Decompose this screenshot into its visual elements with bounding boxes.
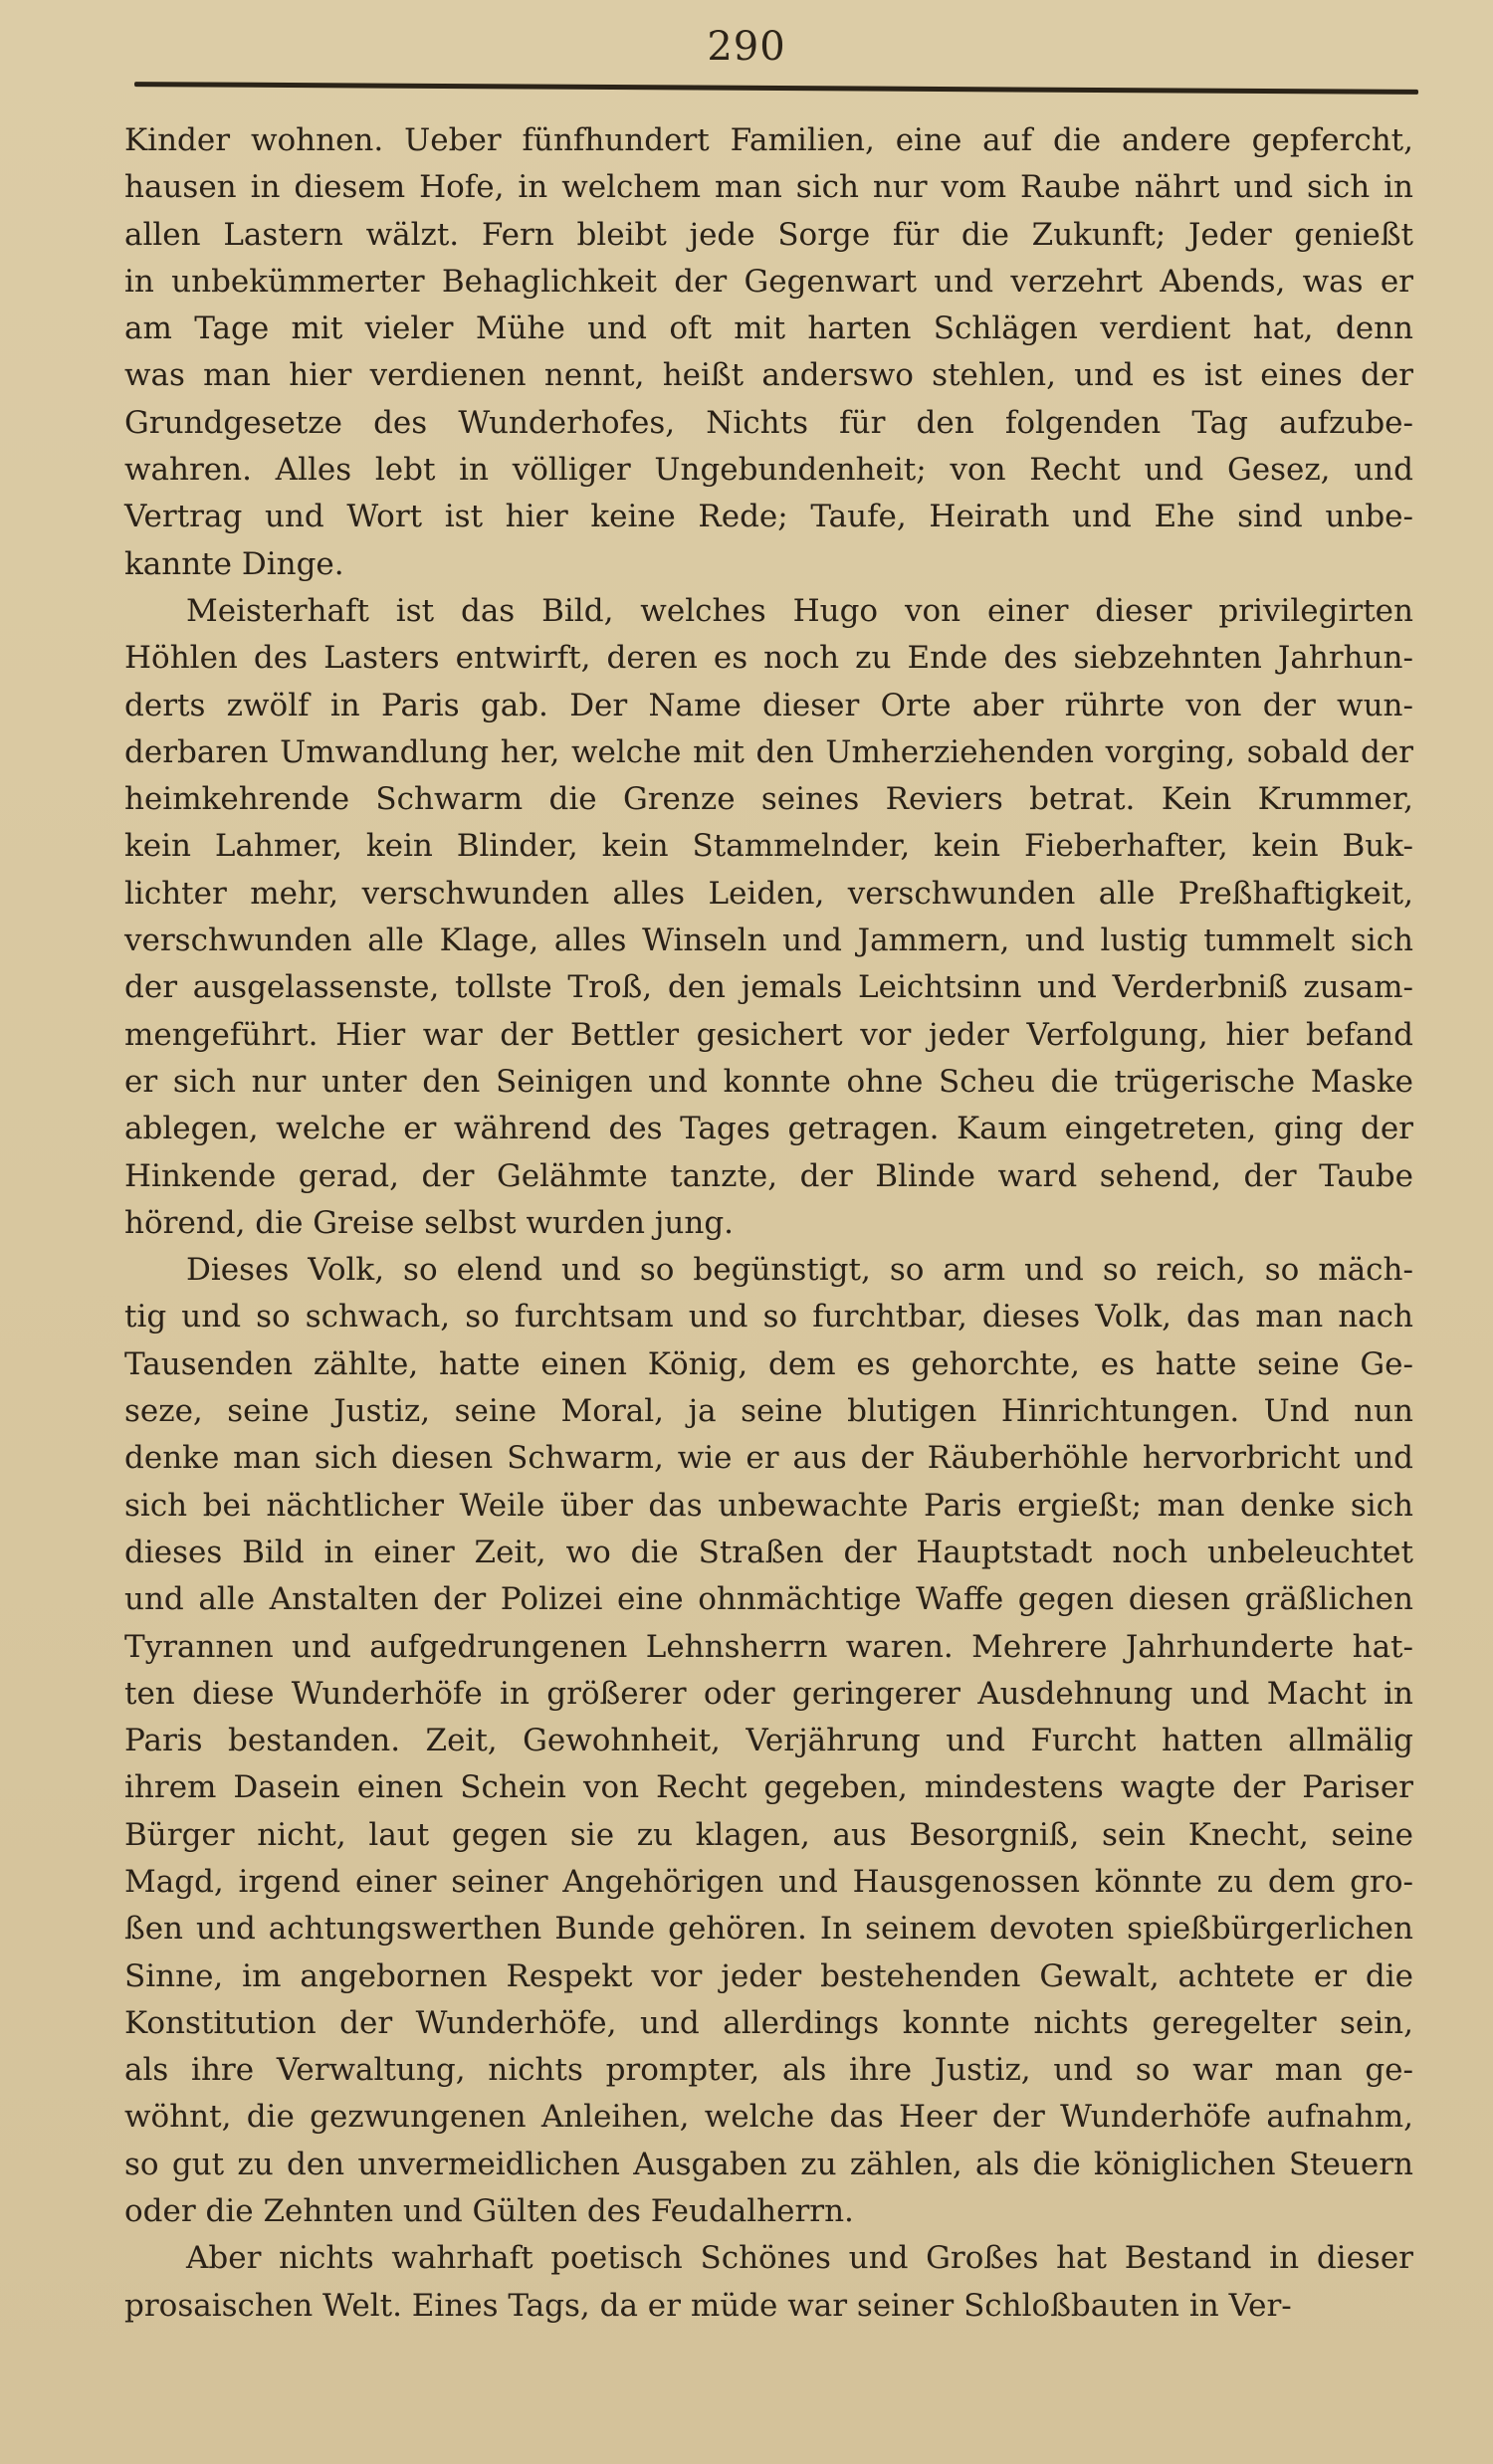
text-line: kein Lahmer, kein Blinder, kein Stammelnder, kein Fieberhafter, kein Buk- xyxy=(124,828,1413,865)
text-line: so gut zu den unvermeidlichen Ausgaben zu zählen, als die königlichen Steuern xyxy=(124,2146,1413,2182)
paragraph xyxy=(124,588,1413,1247)
text-line: Tyrannen und aufgedrungenen Lehnsherrn waren. Mehrere Jahrhunderte hat- xyxy=(124,1628,1413,1665)
text-line: wahren. Alles lebt in völliger Ungebundenheit; von Recht und Gesez, und xyxy=(124,452,1413,489)
text-line: ablegen, welche er während des Tages getragen. Kaum eingetreten, ging der xyxy=(124,1111,1413,1147)
text-line: der ausgelassenste, tollste Troß, den jemals Leichtsinn und Verderbniß zusam- xyxy=(124,969,1413,1006)
text-line: dieses Bild in einer Zeit, wo die Straßen der Hauptstadt noch unbeleuchtet xyxy=(124,1534,1413,1570)
text-line: mengeführt. Hier war der Bettler gesichert vor jeder Verfolgung, hier befand xyxy=(124,1016,1413,1053)
text-line: Bürger nicht, laut gegen sie zu klagen, aus Besorgniß, sein Knecht, seine xyxy=(124,1816,1413,1853)
header-rule xyxy=(134,82,1418,95)
text-line: ten diese Wunderhöfe in größerer oder geringerer Ausdehnung und Macht in xyxy=(124,1675,1413,1712)
text-line: lichter mehr, verschwunden alles Leiden, verschwunden alle Preßhaftigkeit, xyxy=(124,875,1413,912)
text-line: seze, seine Justiz, seine Moral, ja seine blutigen Hinrichtungen. Und nun xyxy=(124,1393,1413,1430)
text-line: prosaischen Welt. Eines Tags, da er müde war seiner Schloßbauten in Ver- xyxy=(124,2287,1292,2324)
text-line: was man hier verdienen nennt, heißt anderswo stehlen, und es ist eines der xyxy=(124,357,1413,394)
text-line: derts zwölf in Paris gab. Der Name dieser Orte aber rührte von der wun- xyxy=(124,687,1413,723)
text-line: und alle Anstalten der Polizei eine ohnmächtige Waffe gegen diesen gräßlichen xyxy=(124,1581,1413,1618)
text-line: ihrem Dasein einen Schein von Recht gegeben, mindestens wagte der Pariser xyxy=(124,1769,1413,1806)
text-line: Grundgesetze des Wunderhofes, Nichts für den folgenden Tag aufzube- xyxy=(124,404,1413,441)
text-line: Konstitution der Wunderhöfe, und allerdings konnte nichts geregelter sein, xyxy=(124,2004,1413,2041)
text-line: heimkehrende Schwarm die Grenze seines Reviers betrat. Kein Krummer, xyxy=(124,781,1413,818)
body-text xyxy=(124,117,1413,2330)
text-line: am Tage mit vieler Mühe und oft mit harten Schlägen verdient hat, denn xyxy=(124,310,1413,347)
paragraph xyxy=(124,2235,1413,2330)
text-line: Höhlen des Lasters entwirft, deren es noch zu Ende des siebzehnten Jahrhun- xyxy=(124,640,1413,677)
text-line: Tausenden zählte, hatte einen König, dem es gehorchte, es hatte seine Ge- xyxy=(124,1345,1413,1382)
text-line: wöhnt, die gezwungenen Anleihen, welche das Heer der Wunderhöfe aufnahm, xyxy=(124,2099,1413,2136)
text-line: allen Lastern wälzt. Fern bleibt jede Sorge für die Zukunft; Jeder genießt xyxy=(124,216,1413,253)
text-line: Dieses Volk, so elend und so begünstigt, so arm und so reich, so mäch- xyxy=(186,1252,1413,1289)
text-line: verschwunden alle Klage, alles Winseln und Jammern, und lustig tummelt sich xyxy=(124,923,1413,959)
text-line: Meisterhaft ist das Bild, welches Hugo von einer dieser privilegirten xyxy=(186,592,1413,629)
paragraph xyxy=(124,1247,1413,2235)
text-line: hörend, die Greise selbst wurden jung. xyxy=(124,1204,735,1241)
text-line: als ihre Verwaltung, nichts prompter, als ihre Justiz, und so war man ge- xyxy=(124,2052,1413,2089)
text-line: Hinkende gerad, der Gelähmte tanzte, der Blinde ward sehend, der Taube xyxy=(124,1157,1413,1194)
text-line: Magd, irgend einer seiner Angehörigen und Hausgenossen könnte zu dem gro- xyxy=(124,1863,1413,1900)
text-line: Paris bestanden. Zeit, Gewohnheit, Verjährung und Furcht hatten allmälig xyxy=(124,1723,1413,1759)
text-line: Aber nichts wahrhaft poetisch Schönes und Großes hat Bestand in dieser xyxy=(186,2240,1413,2277)
text-line: er sich nur unter den Seinigen und konnte ohne Scheu die trügerische Maske xyxy=(124,1063,1413,1100)
text-line: Kinder wohnen. Ueber fünfhundert Familien, eine auf die andere gepfercht, xyxy=(124,122,1413,158)
text-line: denke man sich diesen Schwarm, wie er aus der Räuberhöhle hervorbricht und xyxy=(124,1440,1413,1477)
text-line: Sinne, im angebornen Respekt vor jeder bestehenden Gewalt, achtete er die xyxy=(124,1957,1413,1994)
text-line: tig und so schwach, so furchtsam und so furchtbar, dieses Volk, das man nach xyxy=(124,1299,1413,1335)
text-line: kannte Dinge. xyxy=(124,545,344,582)
text-line: hausen in diesem Hofe, in welchem man sich nur vom Raube nährt und sich in xyxy=(124,169,1413,206)
text-line: oder die Zehnten und Gülten des Feudalherrn. xyxy=(124,2193,854,2230)
text-line: in unbekümmerter Behaglichkeit der Gegenwart und verzehrt Abends, was er xyxy=(124,263,1413,300)
page-number: 290 xyxy=(707,24,786,70)
text-line: sich bei nächtlicher Weile über das unbewachte Paris ergießt; man denke sich xyxy=(124,1487,1413,1524)
text-line: ßen und achtungswerthen Bunde gehören. In seinem devoten spießbürgerlichen xyxy=(124,1911,1413,1948)
text-line: Vertrag und Wort ist hier keine Rede; Taufe, Heirath und Ehe sind unbe- xyxy=(124,499,1413,535)
paragraph xyxy=(124,117,1413,588)
text-line: derbaren Umwandlung her, welche mit den Umherziehenden vorging, sobald der xyxy=(124,733,1413,770)
